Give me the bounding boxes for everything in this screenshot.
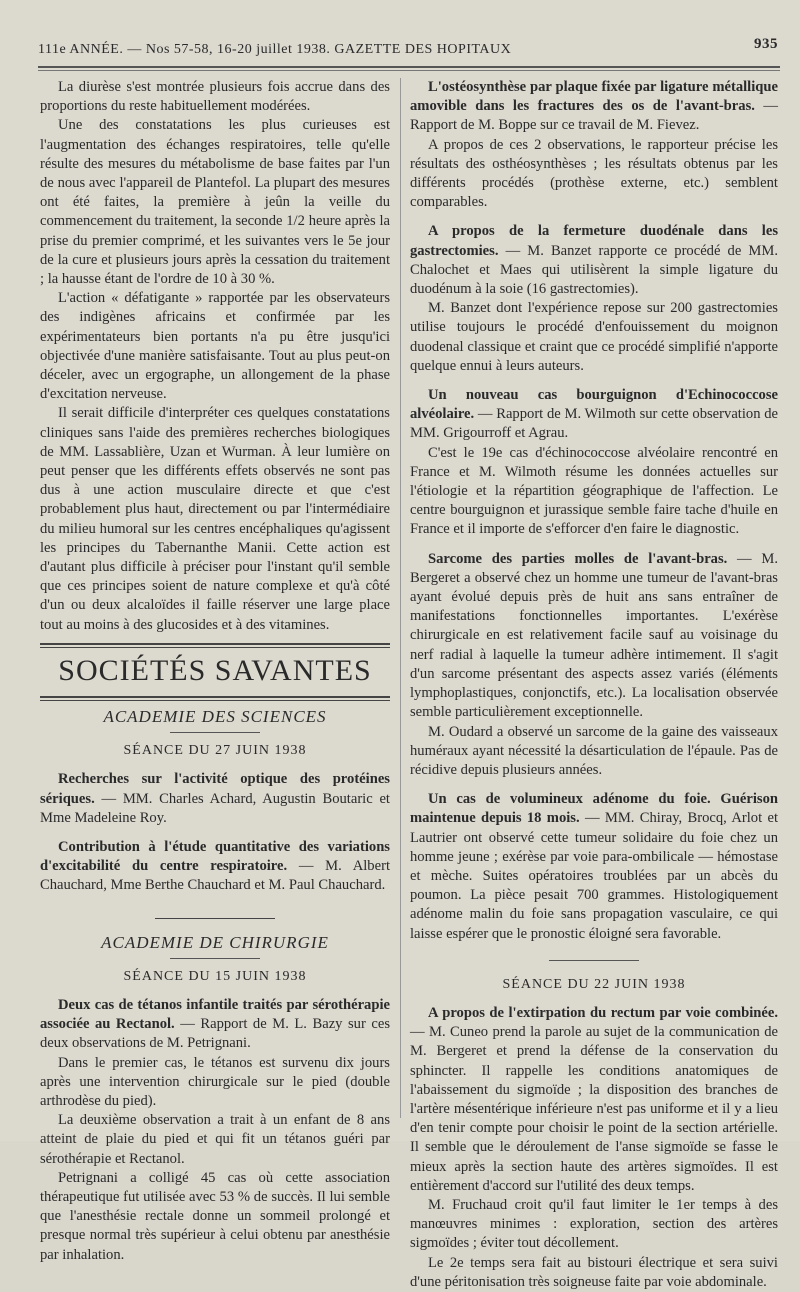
report-authors: — Rapport de M. L. Bazy sur ces deux observations de M. Petrignani.	[40, 1016, 391, 1052]
report-entry	[410, 550, 778, 723]
report-entry	[410, 790, 778, 944]
report-authors: — M. Banzet rapporte ce procédé de MM. Chalochet et Maes qui utilisèrent la simple ligature du duodénum à la soie (16 gastrectomies).	[410, 242, 778, 298]
divider	[549, 960, 639, 961]
paragraph: M. Fruchaud croit qu'il faut limiter le 1er temps à des manœuvres minimes : exploration, section des artères sigmoïdes ; éviter tout décollement.	[410, 1196, 778, 1252]
report-authors: — MM. Charles Achard, Augustin Boutaric et Mme Madeleine Roy.	[40, 790, 390, 826]
report-title: Un cas de volumineux adénome du foie. Guérison maintenue depuis 18 mois.	[410, 791, 778, 827]
page-number: 935	[754, 36, 778, 52]
paragraph: Une des constatations les plus curieuses est l'augmentation des échanges respiratoires, telle qu'elle résulte des mesures du métabolisme de base faites par l'un de nous avec l'appareil de Plantefol. La plupart des mesures ont été faites, la première à jeûn la veille du commencement du traitement, la seconde 1/2 heure après la prise du premier comprimé, et les suivantes vers le 5e jour de la cure et plusieurs jours après la cessation du traitement ; la hausse étant de l'ordre de 10 à 30 %.	[40, 117, 390, 288]
report-authors: — Rapport de M. Boppe sur ce travail de M. Fievez.	[410, 98, 778, 134]
paragraph: C'est le 19e cas d'échinococcose alvéolaire rencontré en France et M. Wilmoth résume les données actuelles sur l'étiologie et la répartition géographique de l'affection. Le centre bourguignon et jurassique semble faire tache d'huile en France et il importe de s'efforcer d'en faire le diagnostic.	[410, 444, 778, 538]
report-title: A propos de la fermeture duodénale dans les gastrectomies.	[410, 223, 778, 259]
header-rule	[38, 66, 780, 68]
report-entry	[40, 838, 390, 896]
page-header	[38, 36, 778, 62]
header-rule-thin	[38, 70, 780, 71]
report-entry	[40, 996, 390, 1054]
report-authors: — M. Cuneo prend la parole au sujet de la communication de M. Bergeret et prend la défense de la conservation du sphincter. Il rappelle les conditions anatomiques de l'abaissement du sigmoïde ; la disposition des branches de l'artère mésentérique inférieure n'est pas uniforme et il y a lieu d'en tenir compte pour choisir le point de la section artérielle. Il semble que le déroulement de l'anse sigmoïde se fasse le mieux après la section haute des artères sigmoïdes. Il est entièrement d'accord sur l'utilité des deux temps.	[410, 1024, 778, 1194]
report-authors: — MM. Chiray, Brocq, Arlot et Lautrier ont observé cette tumeur solidaire du foie chez un homme jeune ; exérèse par voie para-ombilicale — hémostase et mèche. Suites opératoires troublées par un abcès du poumon. La pièce pesait 700 grammes. Histologiquement adénome malin du foie sans propagation vasculaire, ce qui laisse espérer que le pronostic éloigné sera favorable.	[410, 810, 778, 942]
paragraph: Il serait difficile d'interpréter ces quelques constatations cliniques sans l'aide des premières recherches biologiques de MM. Lassablière, Uzan et Wurman. À leur lumière on peut penser que les différents effets observés ne sont pas dus à une action musculaire directe et que c'est probablement plus haut, directement ou par l'intermédiaire du milieu humoral sur les centres encéphaliques qu'agissent les principes du Tabernanthe Manii. Cette action est d'autant plus difficile à préciser pour l'instant qu'il semble que ces principes soient de nature complexe et qu'à côté d'un ou deux alcaloïdes il faille réserver une large place tout au moins à des glucosides et à des vitamines.	[40, 405, 390, 633]
divider	[170, 732, 260, 733]
divider	[170, 958, 260, 959]
report-title: A propos de l'extirpation du rectum par voie combinée.	[428, 1004, 778, 1021]
report-entry	[410, 222, 778, 299]
paragraph: L'action « défatigante » rapportée par les observateurs des indigènes africains et confirmée par les expérimentateurs bien portants n'a pu être jusqu'ici objectivée d'une manière satisfaisante. Tout au plus peut-on déceler, avec un ergographe, un allongement de la phase d'excitation nerveuse.	[40, 290, 390, 403]
report-title: Sarcome des parties molles de l'avant-bras.	[428, 550, 728, 567]
report-entry	[410, 1004, 778, 1196]
report-title: L'ostéosynthèse par plaque fixée par ligature métallique amovible dans les fractures des os de l'avant-bras.	[410, 79, 778, 115]
report-title: Deux cas de tétanos infantile traités par sérothérapie associée au Rectanol.	[40, 996, 390, 1033]
paragraph: M. Banzet dont l'expérience repose sur 200 gastrectomies utilise toujours le procédé d'enfouissement du moignon duodenal classique et craint que ce procédé simplifié n'apporte quelque ennui à leurs auteurs.	[410, 300, 778, 374]
paragraph: M. Oudard a observé un sarcome de la gaine des vaisseaux huméraux ayant nécessité la désarticulation de l'épaule. Pas de récidive depuis plusieurs années.	[410, 723, 778, 778]
paragraph: Le 2e temps sera fait au bistouri électrique et sera suivi d'une péritonisation très soigneuse faite par voie abdominale.	[410, 1254, 778, 1290]
academy-heading: ACADEMIE DES SCIENCES	[103, 706, 327, 726]
column-divider	[400, 78, 401, 1118]
report-title: Contribution à l'étude quantitative des variations d'excitabilité du centre respiratoire.	[40, 838, 390, 875]
report-authors: — M. Bergeret a observé chez un homme une tumeur de l'avant-bras ayant évolué depuis près de huit ans sans entraîner de manifestations fonctionnelles importantes. L'exérèse chirurgicale en est relativement facile sauf au voisinage du nerf radial à laquelle la tumeur adhère intimement. Il s'agit d'un sarcome présentant des aspects assez variés (éléments lymphoplastiques, conjonctifs, etc.). La localisation observée semble particulièrement exceptionnelle.	[410, 550, 778, 721]
paragraph: Petrignani a colligé 45 cas où cette association thérapeutique fut utilisée avec 53 % de succès. Il lui semble que l'anesthésie rectale donne un sommeil prolongé et presque normal très supérieur à celui obtenu par anesthésie par inhalation.	[40, 1169, 390, 1263]
section-rule	[40, 643, 390, 648]
paragraph: La deuxième observation a trait à un enfant de 8 ans atteint de plaie du pied et qui fit un tétanos guéri par sérothérapie et Rectanol.	[40, 1112, 390, 1167]
left-column	[40, 78, 390, 1265]
paragraph: A propos de ces 2 observations, le rapporteur précise les résultats des osthéosynthèses ; les résultats obtenus par les différents procédés (prothèse externe, etc.) semblent comparables.	[410, 136, 778, 211]
header-issue-info: 111e ANNÉE. — Nos 57-58, 16-20 juillet 1938. GAZETTE DES HOPITAUX	[38, 42, 512, 57]
session-date: SÉANCE DU 27 JUIN 1938	[123, 743, 307, 759]
right-column	[410, 78, 778, 1292]
session-date: SÉANCE DU 22 JUIN 1938	[502, 976, 686, 992]
report-entry	[40, 770, 390, 828]
paragraph: Dans le premier cas, le tétanos est survenu dix jours après une intervention chirurgicale sur le pied (double arthrodèse du pied).	[40, 1054, 390, 1109]
report-entry	[410, 78, 778, 136]
section-rule	[40, 696, 390, 701]
report-entry	[410, 386, 778, 444]
report-title: Un nouveau cas bourguignon d'Echinococcose alvéolaire.	[410, 387, 778, 423]
divider	[155, 918, 275, 919]
report-title: Recherches sur l'activité optique des protéines sériques.	[40, 771, 390, 807]
report-authors: — Rapport de M. Wilmoth sur cette observation de MM. Grigourroff et Agrau.	[410, 406, 778, 442]
academy-heading: ACADEMIE DE CHIRURGIE	[101, 932, 329, 952]
section-title: SOCIÉTÉS SAVANTES	[58, 653, 372, 687]
session-date: SÉANCE DU 15 JUIN 1938	[123, 968, 307, 984]
report-authors: — M. Albert Chauchard, Mme Berthe Chauchard et M. Paul Chauchard.	[40, 858, 390, 894]
paragraph: La diurèse s'est montrée plusieurs fois accrue dans des proportions du reste habituellement modérées.	[40, 79, 390, 115]
